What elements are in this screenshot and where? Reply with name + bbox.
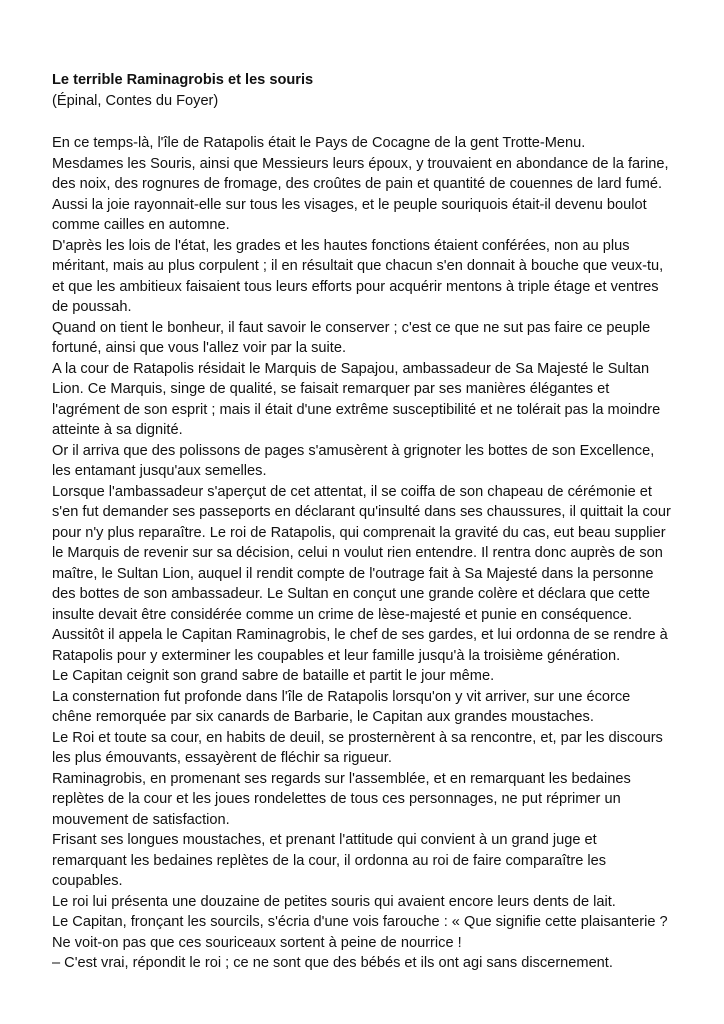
body-text-line: Le Capitan, fronçant les sourcils, s'écria d'une vois farouche : « Que signifie cette plaisanterie ? bbox=[52, 914, 668, 930]
body-text-line: fortuné, ainsi que vous l'allez voir par la suite. bbox=[52, 340, 347, 356]
body-text-line: Or il arriva que des polissons de pages s'amusèrent à grignoter les bottes de son Excellence, bbox=[52, 442, 655, 459]
body-text-line: En ce temps-là, l'île de Ratapolis était le Pays de Cocagne de la gent Trotte-Menu. bbox=[52, 135, 586, 151]
body-text-line: et que les ambitieux faisaient tous leurs efforts pour acquérir mentons à triple étage et ventres bbox=[52, 278, 659, 295]
body-text-line: La consternation fut profonde dans l'île de Ratapolis lorsqu'on y vit arriver, sur une écorce bbox=[52, 688, 631, 705]
body-text-line: Le roi lui présenta une douzaine de petites souris qui avaient encore leurs dents de lait. bbox=[52, 893, 616, 910]
document-body bbox=[52, 133, 682, 974]
body-text-line: mouvement de satisfaction. bbox=[52, 811, 230, 828]
document-title: Le terrible Raminagrobis et les souris bbox=[52, 72, 314, 88]
body-text-line: Ne voit-on pas que ces souriceaux sortent à peine de nourrice ! bbox=[52, 934, 462, 951]
body-text-line: s'en fut demander ses passeports en déclarant qu'insulté dans ses chaussures, il quittait la cour bbox=[52, 504, 671, 520]
body-text-line: remarquant les bedaines replètes de la cour, il ordonna au roi de faire comparaître les bbox=[52, 852, 607, 869]
body-text-line: A la cour de Ratapolis résidait le Marquis de Sapajou, ambassadeur de Sa Majesté le Sultan bbox=[52, 360, 650, 377]
body-text-line: Le Capitan ceignit son grand sabre de bataille et partit le jour même. bbox=[52, 668, 495, 684]
body-text-line: Frisant ses longues moustaches, et prenant l'attitude qui convient à un grand juge et bbox=[52, 832, 597, 848]
body-text-line: méritant, mais au plus corpulent ; il en résultait que chacun s'en donnait à bouche que veux-tu, bbox=[52, 258, 664, 274]
body-text-line: chêne remorquée par six canards de Barbarie, le Capitan aux grandes moustaches. bbox=[52, 709, 594, 725]
body-text-line: des bottes de son ambassadeur. Le Sultan en conçut une grande colère et déclara que cette bbox=[52, 586, 650, 602]
body-text-line: Quand on tient le bonheur, il faut savoir le conserver ; c'est ce que ne sut pas faire ce peuple bbox=[52, 319, 651, 336]
body-text-line: – C'est vrai, répondit le roi ; ce ne sont que des bébés et ils ont agi sans discernement. bbox=[52, 955, 613, 971]
body-text-line: atteinte à sa dignité. bbox=[52, 422, 183, 438]
body-text-line: D'après les lois de l'état, les grades et les hautes fonctions étaient conférées, non au plus bbox=[52, 237, 630, 254]
body-text-line: Ratapolis pour y exterminer les coupables et leur famille jusqu'à la troisième génération. bbox=[52, 647, 621, 664]
body-text-line: Raminagrobis, en promenant ses regards sur l'assemblée, et en remarquant les bedaines bbox=[52, 770, 631, 787]
body-text-line: Le Roi et toute sa cour, en habits de deuil, se prosternèrent à sa rencontre, et, par les discours bbox=[52, 729, 663, 746]
body-text-line: coupables. bbox=[52, 873, 123, 889]
body-text-line: l'agrément de son esprit ; mais il était d'une extrême susceptibilité et ne tolérait pas la moindre bbox=[52, 401, 661, 418]
body-text-line: pour n'y plus reparaître. Le roi de Ratapolis, qui comprenait la gravité du cas, eut beau supplier bbox=[52, 524, 666, 541]
body-text-line: comme cailles en automne. bbox=[52, 217, 230, 233]
body-text-line: replètes de la cour et les joues rondelettes de tous ces personnages, ne put réprimer un bbox=[52, 791, 621, 807]
body-text-line: Lorsque l'ambassadeur s'aperçut de cet attentat, il se coiffa de son chapeau de cérémonie et bbox=[52, 483, 652, 500]
body-text-line: les plus émouvants, essayèrent de fléchir sa rigueur. bbox=[52, 750, 392, 766]
body-text-line: Mesdames les Souris, ainsi que Messieurs leurs époux, y trouvaient en abondance de la farine, bbox=[52, 155, 669, 172]
body-text-line: Lion. Ce Marquis, singe de qualité, se faisait remarquer par ses manières élégantes et bbox=[52, 381, 610, 397]
body-text-line: le Marquis de revenir sur sa décision, celui n voulut rien entendre. Il rentra donc auprès de son bbox=[52, 545, 663, 561]
body-text-line: insulte devait être considérée comme un crime de lèse-majesté et punie en conséquence. bbox=[52, 606, 633, 623]
body-text-line: Aussitôt il appela le Capitan Raminagrobis, le chef de ses gardes, et lui ordonna de se rendre à bbox=[52, 627, 668, 643]
document-page bbox=[52, 70, 682, 974]
body-text-line: des noix, des rognures de fromage, des croûtes de pain et quantité de couennes de lard fumé. bbox=[52, 176, 663, 192]
body-text-line: Aussi la joie rayonnait-elle sur tous les visages, et le peuple souriquois était-il devenu boulot bbox=[52, 196, 647, 213]
body-text-line: de poussah. bbox=[52, 299, 132, 315]
body-text-line: maître, le Sultan Lion, auquel il rendit compte de l'outrage fait à Sa Majesté dans la personne bbox=[52, 565, 654, 582]
body-text-line: les entamant jusqu'aux semelles. bbox=[52, 463, 267, 479]
document-source: (Épinal, Contes du Foyer) bbox=[52, 93, 219, 109]
